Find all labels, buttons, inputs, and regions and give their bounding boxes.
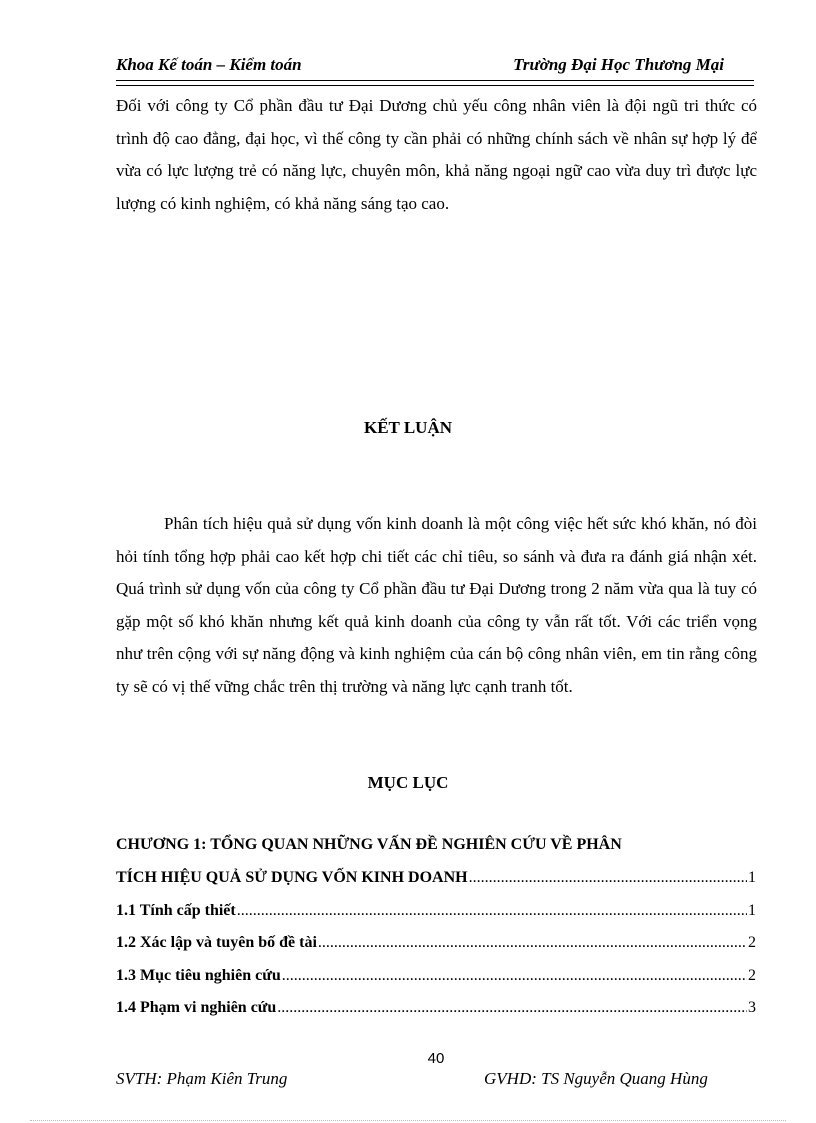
toc-entry-title: TÍCH HIỆU QUẢ SỬ DỤNG VỐN KINH DOANH bbox=[116, 869, 468, 886]
page-bottom-border bbox=[30, 1120, 786, 1121]
toc-entry-page: 2 bbox=[748, 934, 756, 951]
conclusion-heading: KẾT LUẬN bbox=[363, 418, 452, 437]
toc-leader-dots bbox=[282, 967, 747, 985]
footer-student: SVTH: Phạm Kiên Trung bbox=[116, 1069, 288, 1088]
toc-leader-dots bbox=[277, 999, 747, 1017]
toc-entry-title: 1.1 Tính cấp thiết bbox=[116, 902, 236, 919]
toc-entry-title: 1.3 Mục tiêu nghiên cứu bbox=[116, 967, 281, 984]
header-university: Trường Đại Học Thương Mại bbox=[513, 55, 724, 74]
toc-entry-page: 3 bbox=[748, 999, 756, 1016]
intro-paragraph: Đối với công ty Cổ phần đầu tư Đại Dương chủ yếu công nhân viên là đội ngũ tri thức có trình độ cao đẳng, đại học, vì thế công ty cần phải có những chính sách về nhân sự hợp lý để vừa có lực lượng trẻ có năng lực, chuyên môn, khả năng ngoại ngữ cao vừa duy trì được lực lượng có kinh nghiệm, có khả năng sáng tạo cao. bbox=[116, 96, 757, 213]
toc-entry[interactable] bbox=[116, 967, 756, 989]
toc-entry[interactable] bbox=[116, 999, 756, 1021]
toc-entry-page: 2 bbox=[748, 967, 756, 984]
page-number: 40 bbox=[427, 1050, 445, 1067]
toc-entry-page: 1 bbox=[748, 902, 756, 919]
toc-entry-title: 1.4 Phạm vi nghiên cứu bbox=[116, 999, 277, 1016]
header-rule bbox=[116, 80, 754, 86]
toc-leader-dots bbox=[237, 902, 747, 920]
conclusion-paragraph: Phân tích hiệu quả sử dụng vốn kinh doanh là một công việc hết sức khó khăn, nó đòi hỏi tính tổng hợp phải cao kết hợp chi tiết các chỉ tiêu, so sánh và đưa ra đánh giá nhận xét. Quá trình sử dụng vốn của công ty Cổ phần đầu tư Đại Dương trong 2 năm vừa qua là tuy có gặp một số khó khăn nhưng kết quả kinh doanh của công ty vẫn rất tốt. Với các triển vọng như trên cộng với sự năng động và kinh nghiệm của cán bộ công nhân viên, em tin rằng công ty sẽ có vị thế vững chắc trên thị trường và năng lực cạnh tranh tốt. bbox=[116, 514, 757, 696]
header-faculty: Khoa Kế toán – Kiểm toán bbox=[116, 55, 302, 74]
toc-entry-title: 1.2 Xác lập và tuyên bố đề tài bbox=[116, 934, 317, 951]
toc-entry[interactable] bbox=[116, 869, 756, 891]
toc-leader-dots bbox=[469, 869, 747, 887]
toc-leader-dots bbox=[318, 934, 747, 952]
toc-entry-page: 1 bbox=[748, 869, 756, 886]
toc-entry[interactable] bbox=[116, 902, 756, 924]
page-header bbox=[116, 55, 756, 79]
toc-chapter-title: CHƯƠNG 1: TỔNG QUAN NHỮNG VẤN ĐỀ NGHIÊN CỨU VỀ PHÂN bbox=[116, 836, 622, 853]
toc-heading: MỤC LỤC bbox=[367, 773, 449, 792]
toc-entry[interactable] bbox=[116, 934, 756, 956]
footer-supervisor: GVHD: TS Nguyễn Quang Hùng bbox=[484, 1069, 708, 1088]
